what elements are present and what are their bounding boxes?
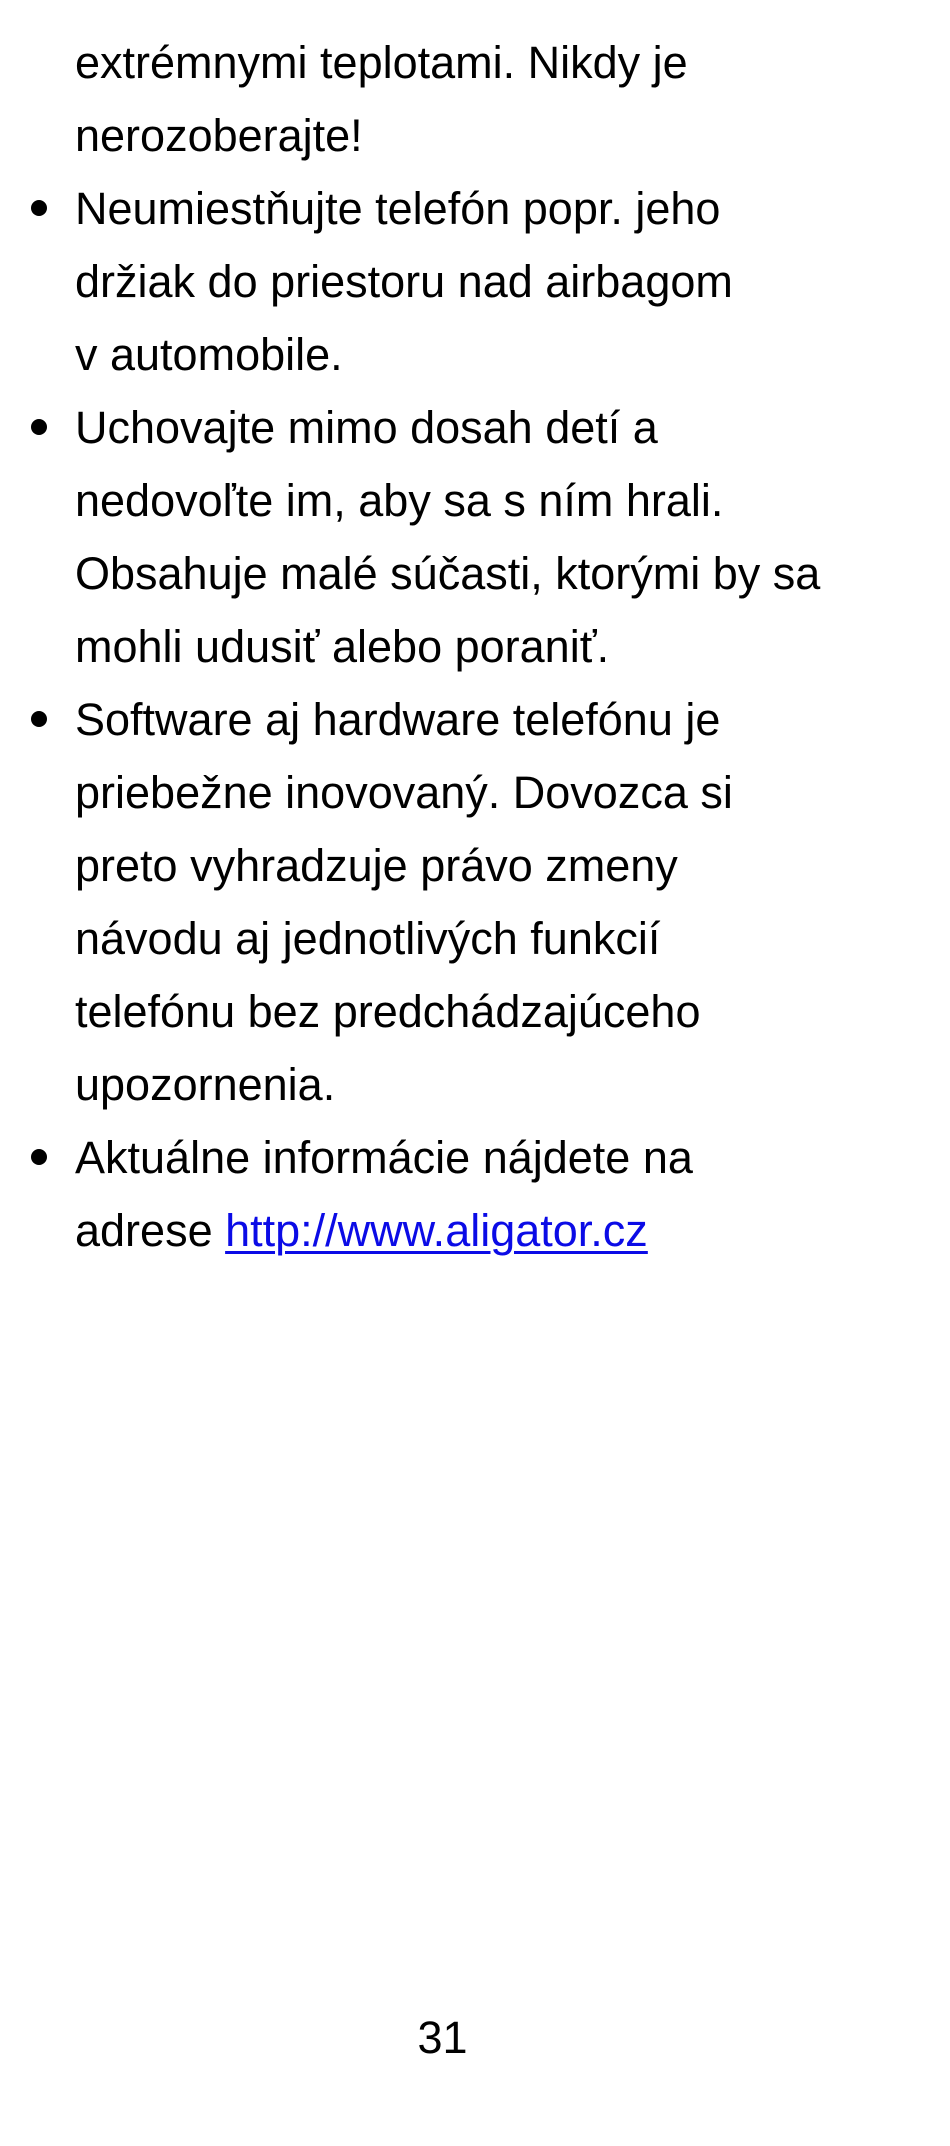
text-line: Obsahuje malé súčasti, ktorými by sa [75,548,821,599]
page-number: 31 [417,2012,468,2063]
website-link[interactable]: http://www.aligator.cz [225,1205,648,1256]
page-content [75,26,895,1267]
text-line: telefónu bez predchádzajúceho [75,986,701,1037]
bullet-item-software [75,683,895,1121]
bullet-item-airbag [75,172,895,391]
bullet-dot-icon [31,711,47,727]
text-line: priebežne inovovaný. Dovozca si [75,767,733,818]
text-line: nedovoľte im, aby sa s ním hrali. [75,475,724,526]
text-line: upozornenia. [75,1059,336,1110]
bullet-item-children [75,391,895,683]
text-line: v automobile. [75,329,343,380]
bullet-dot-icon [31,419,47,435]
text-line: preto vyhradzuje právo zmeny [75,840,678,891]
text-line: návodu aj jednotlivých funkcií [75,913,661,964]
text-line: Uchovajte mimo dosah detí a [75,402,658,453]
continuation-paragraph [75,26,895,172]
text-line: Aktuálne informácie nájdete na [75,1132,693,1183]
bullet-list [75,172,895,1267]
bullet-dot-icon [31,1149,47,1165]
link-prefix-text: adrese [75,1205,226,1256]
text-line: držiak do priestoru nad airbagom [75,256,733,307]
text-line: Neumiestňujte telefón popr. jeho [75,183,721,234]
text-line: extrémnymi teplotami. Nikdy je [75,37,688,88]
bullet-item-info [75,1121,895,1267]
text-line: mohli udusiť alebo poraniť. [75,621,610,672]
bullet-dot-icon [31,200,47,216]
text-line: Software aj hardware telefónu je [75,694,721,745]
text-line-with-link [75,1194,895,1267]
text-line: nerozoberajte! [75,110,363,161]
